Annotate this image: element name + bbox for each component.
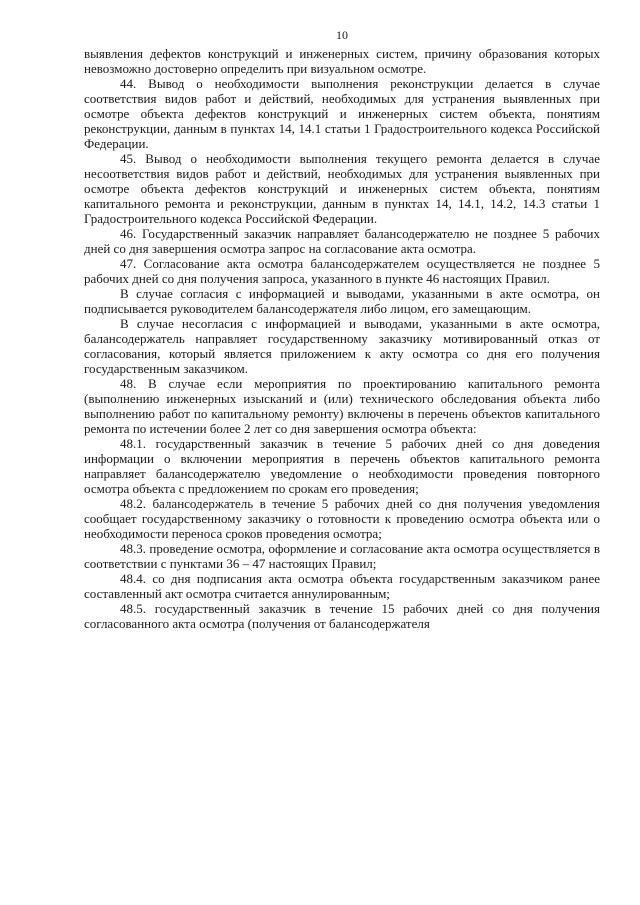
paragraph-48-5: 48.5. государственный заказчик в течение 15 рабочих дней со дня получения согласованного акта осмотра (получения от балансодержателя bbox=[84, 601, 600, 631]
paragraph-47-agreement: В случае согласия с информацией и выводами, указанными в акте осмотра, он подписывается руководителем балансодержателя либо лицом, его замещающим. bbox=[84, 286, 600, 316]
paragraph-continuation: выявления дефектов конструкций и инженерных систем, причину образования которых невозможно достоверно определить при визуальном осмотре. bbox=[84, 46, 600, 76]
paragraph-46: 46. Государственный заказчик направляет балансодержателю не позднее 5 рабочих дней со дня завершения осмотра запрос на согласование акта осмотра. bbox=[84, 226, 600, 256]
paragraph-48-2: 48.2. балансодержатель в течение 5 рабочих дней со дня получения уведомления сообщает государственному заказчику о готовности к проведению осмотра объекта или о необходимости переноса сроков проведения осмотра; bbox=[84, 496, 600, 541]
paragraph-47: 47. Согласование акта осмотра балансодержателем осуществляется не позднее 5 рабочих дней со дня получения запроса, указанного в пункте 46 настоящих Правил. bbox=[84, 256, 600, 286]
paragraph-44: 44. Вывод о необходимости выполнения реконструкции делается в случае соответствия видов работ и действий, необходимых для устранения выявленных при осмотре объекта дефектов конструкций и инженерных систем объекта, понятиям реконструкции, данным в пунктах 14, 14.1 статьи 1 Градостроительного кодекса Российской Федерации. bbox=[84, 76, 600, 151]
document-body bbox=[84, 46, 600, 631]
paragraph-48: 48. В случае если мероприятия по проектированию капитального ремонта (выполнению инженерных изысканий и (или) технического обследования объекта либо выполнению работ по капитальному ремонту) включены в перечень объектов капитального ремонта по истечении более 2 лет со дня завершения осмотра объекта: bbox=[84, 376, 600, 436]
paragraph-48-1: 48.1. государственный заказчик в течение 5 рабочих дней со дня доведения информации о включении мероприятия в перечень объектов капитального ремонта направляет балансодержателю уведомление о необходимости проведения повторного осмотра объекта с предложением по срокам его проведения; bbox=[84, 436, 600, 496]
paragraph-48-4: 48.4. со дня подписания акта осмотра объекта государственным заказчиком ранее составленный акт осмотра считается аннулированным; bbox=[84, 571, 600, 601]
paragraph-47-disagreement: В случае несогласия с информацией и выводами, указанными в акте осмотра, балансодержатель направляет государственному заказчику мотивированный отказ от согласования, который является приложением к акту осмотра со дня его получения государственным заказчиком. bbox=[84, 316, 600, 376]
page-number: 10 bbox=[336, 28, 348, 42]
paragraph-48-3: 48.3. проведение осмотра, оформление и согласование акта осмотра осуществляется в соответствии с пунктами 36 – 47 настоящих Правил; bbox=[84, 541, 600, 571]
paragraph-45: 45. Вывод о необходимости выполнения текущего ремонта делается в случае несоответствия видов работ и действий, необходимых для устранения выявленных при осмотре объекта дефектов конструкций и инженерных систем объекта, понятиям капитального ремонта и реконструкции, данным в пунктах 14, 14.1, 14.2, 14.3 статьи 1 Градостроительного кодекса Российской Федерации. bbox=[84, 151, 600, 226]
